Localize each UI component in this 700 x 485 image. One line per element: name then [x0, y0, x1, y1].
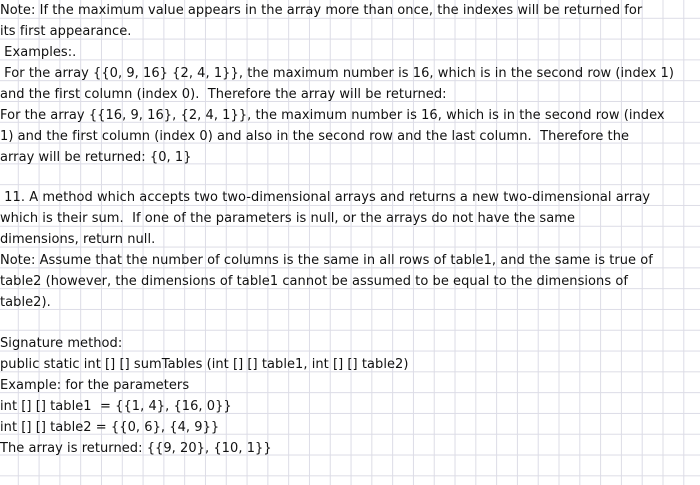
text-line: The array is returned: {{9, 20}, {10, 1}} — [0, 441, 272, 456]
text-line: 1) and the first column (index 0) and also in the second row and the last column. Therefore the — [0, 129, 630, 144]
text-line: its first appearance. — [0, 24, 132, 39]
text-line: array will be returned: {0, 1} — [0, 150, 192, 165]
text-line: and the first column (index 0). Therefore the array will be returned: — [0, 87, 447, 102]
text-line: int [] [] table1 = {{1, 4}, {16, 0}} — [0, 399, 232, 414]
text-line: For the array {{0, 9, 16} {2, 4, 1}}, the maximum number is 16, which is in the second row (index 1) — [0, 66, 674, 81]
text-line: Examples:. — [0, 45, 77, 60]
text-line: For the array {{16, 9, 16}, {2, 4, 1}}, the maximum number is 16, which is in the second row (index — [0, 108, 665, 123]
text-line: Example: for the parameters — [0, 378, 190, 393]
text-line: dimensions, return null. — [0, 232, 156, 247]
text-line: table2). — [0, 295, 51, 310]
text-line: Note: Assume that the number of columns is the same in all rows of table1, and the same is true of — [0, 253, 653, 268]
text-line: which is their sum. If one of the parameters is null, or the arrays do not have the same — [0, 211, 576, 226]
text-line: Note: If the maximum value appears in the array more than once, the indexes will be returned for — [0, 3, 643, 18]
text-line: int [] [] table2 = {{0, 6}, {4, 9}} — [0, 420, 220, 435]
text-line: public static int [] [] sumTables (int [] [] table1, int [] [] table2) — [0, 357, 409, 372]
text-line: table2 (however, the dimensions of table1 cannot be assumed to be equal to the dimensions of — [0, 274, 628, 289]
text-line: Signature method: — [0, 336, 123, 351]
text-line: 11. A method which accepts two two-dimensional arrays and returns a new two-dimensional array — [0, 190, 651, 205]
